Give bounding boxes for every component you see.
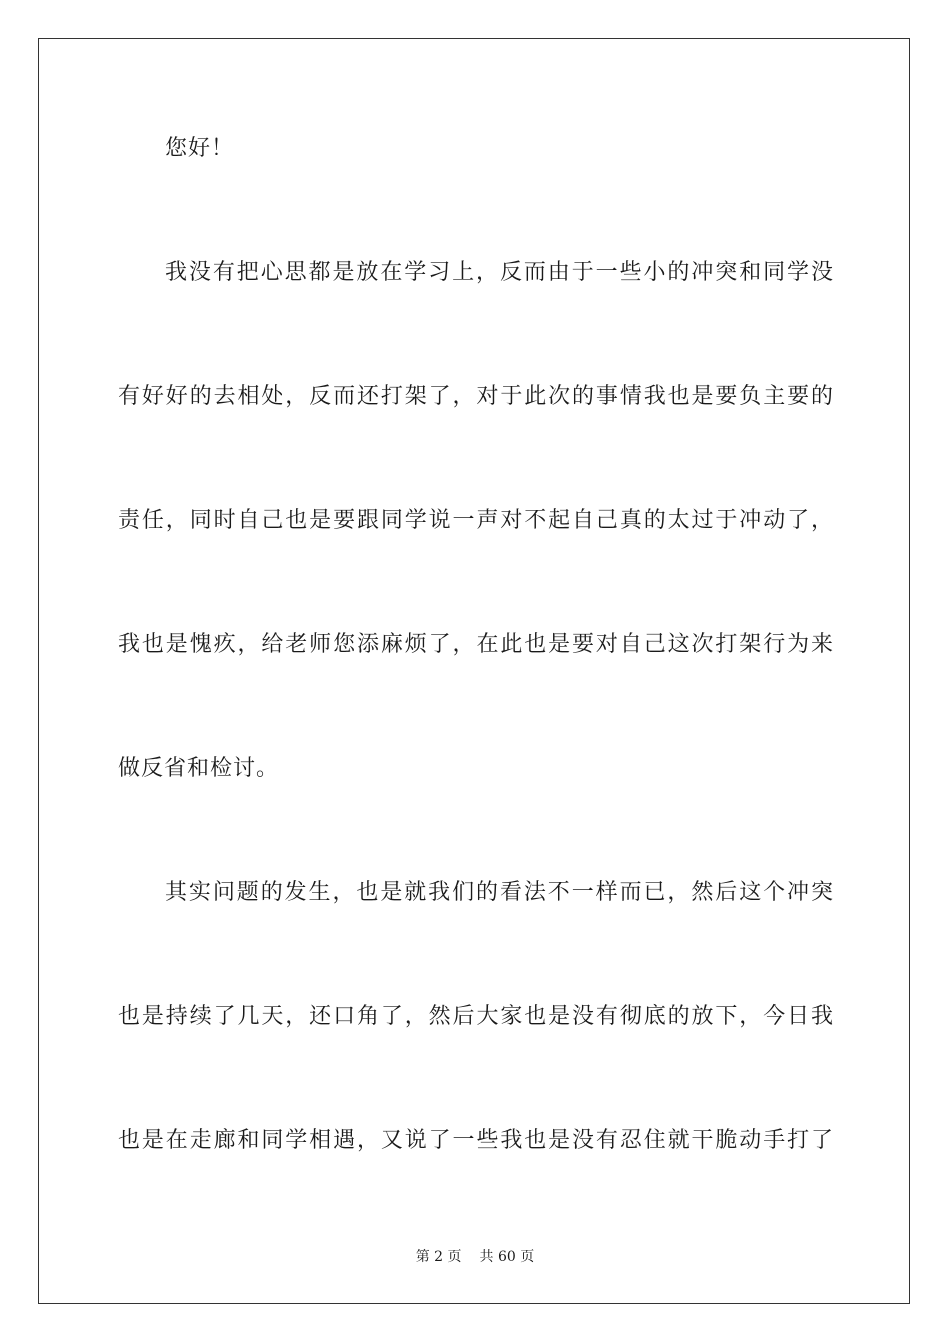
paragraph-line: 我也是愧疚，给老师您添麻烦了，在此也是要对自己这次打架行为来 (118, 632, 834, 657)
paragraph-line: 做反省和检讨。 (118, 756, 280, 781)
paragraph-line: 责任，同时自己也是要跟同学说一声对不起自己真的太过于冲动了， (118, 508, 834, 533)
page-border (38, 38, 910, 1304)
paragraph-line: 也是在走廊和同学相遇，又说了一些我也是没有忍住就干脆动手打了 (118, 1128, 834, 1153)
paragraph-line: 有好好的去相处，反而还打架了，对于此次的事情我也是要负主要的 (118, 384, 834, 409)
page-number: 第 2 页 (415, 1249, 462, 1265)
paragraph-line: 其实问题的发生，也是就我们的看法不一样而已，然后这个冲突 (165, 880, 834, 905)
total-pages: 共 60 页 (479, 1249, 535, 1265)
paragraph-line: 您好！ (165, 136, 235, 161)
paragraph-line: 也是持续了几天，还口角了，然后大家也是没有彻底的放下，今日我 (118, 1004, 834, 1029)
paragraph-line: 我没有把心思都是放在学习上，反而由于一些小的冲突和同学没 (165, 260, 834, 285)
page-footer (0, 1248, 950, 1266)
